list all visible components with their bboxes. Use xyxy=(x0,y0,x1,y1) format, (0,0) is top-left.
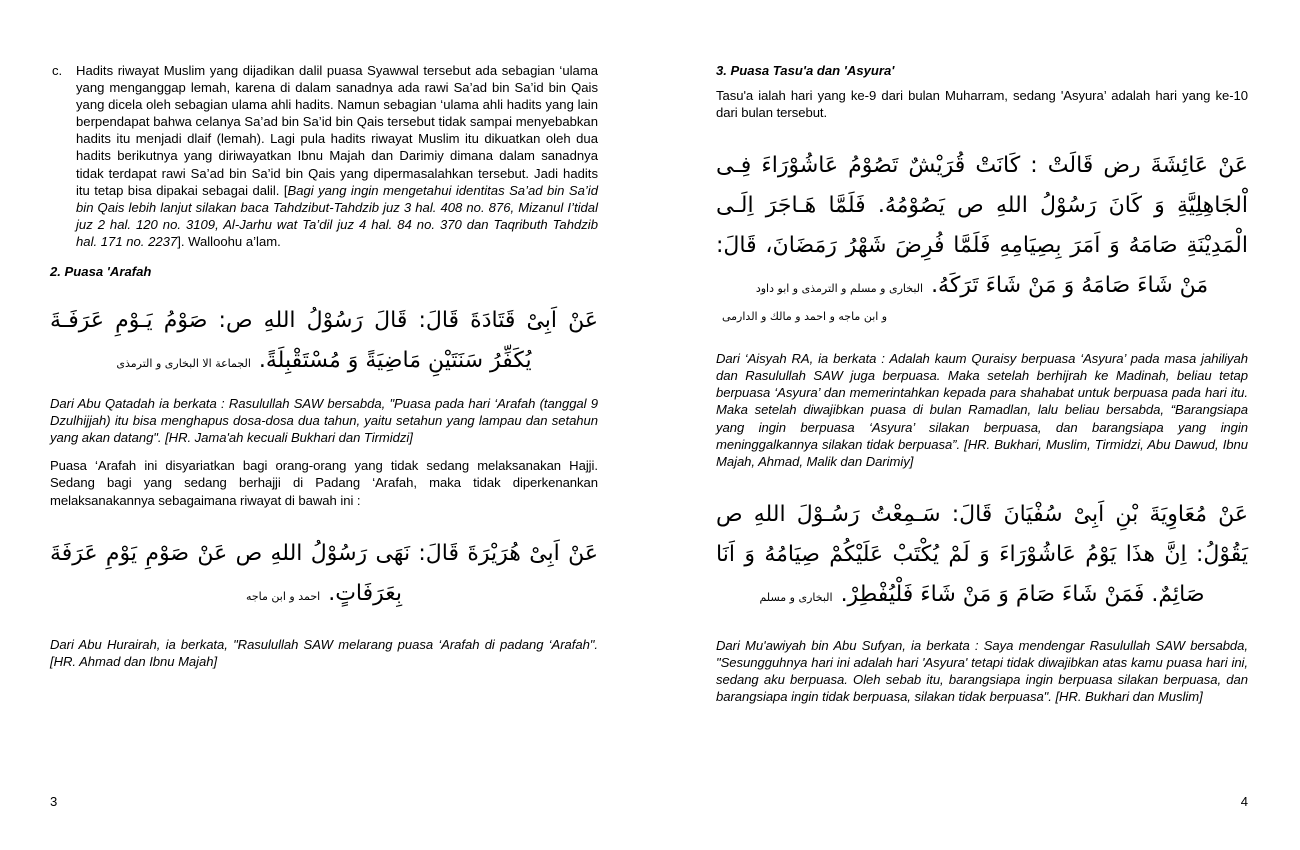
paragraph-arafah: Puasa ‘Arafah ini disyariatkan bagi orang-orang yang tidak sedang melaksanakan Hajji. Sedang bagi yang sedang berhajji di Padang ‘Arafah, maka tidak diperkenankan melaksanakannya sebagaimana riwayat di bawah ini : xyxy=(50,458,598,508)
arabic-line-2: يُكَفِّرُ سَنَتَيْنِ مَاضِيَةً وَ مُسْتَقْبِلَةً. xyxy=(258,348,532,374)
arabic-line-2: اْلجَاهِلِيَّةِ وَ كَانَ رَسُوْلُ اللهِ ص يَصُوْمُهُ. فَلَمَّا هَـاجَرَ اِلَـى xyxy=(716,193,1248,219)
arabic-line-1: عَنْ عَائِشَةَ رض قَالَتْ : كَانَتْ قُرَيْشٌ تَصُوْمُ عَاشُوْرَاءَ فِـى xyxy=(716,153,1248,179)
arabic-line-2-row xyxy=(50,341,598,381)
arabic-hadith-arafah-2 xyxy=(50,534,598,614)
arabic-hadith-asyura-2 xyxy=(716,495,1248,615)
arabic-line-1: عَنْ مُعَاوِيَةَ بْنِ اَبِىْ سُفْيَانَ قَالَ: سَـمِعْتُ رَسُـوْلَ اللهِ ص xyxy=(716,501,1248,527)
list-marker: c. xyxy=(52,63,63,78)
arabic-source: الجماعة الا البخارى و الترمذى xyxy=(116,357,251,371)
spacer xyxy=(716,342,1248,350)
arabic-source: احمد و ابن ماجه xyxy=(245,589,321,603)
arabic-line-1: عَنْ اَبِىْ هُرَيْرَةَ قَالَ: نَهَى رَسُوْلُ اللهِ ص عَنْ صَوْمِ يَوْمِ عَرَفَةَ xyxy=(50,540,598,566)
arabic-line-2-row xyxy=(50,574,598,614)
section-heading-2: 2. Puasa 'Arafah xyxy=(50,264,152,280)
list-item xyxy=(50,62,598,250)
translation-asyura-2: Dari Mu'awiyah bin Abu Sufyan, ia berkata : Saya mendengar Rasulullah SAW bersabda, "Sesungguhnya hari ini adalah hari 'Asyura' tetapi tidak diwajibkan atas kamu puasa hari ini, sedang aku berpuasa. Oleh sebab itu, barangsiapa ingin berpuasa silakan berpuasa, dan barangsiapa ingin tidak berpuasa, silakan tidak berpuasa". [HR. Bukhari dan Muslim] xyxy=(716,637,1248,705)
spacer xyxy=(716,629,1248,637)
spacer xyxy=(50,628,598,636)
arabic-line-2: بِعَرَفَاتٍ. xyxy=(328,580,403,606)
list-item-text-part2: ]. Walloohu a’lam. xyxy=(177,233,281,249)
translation-arafah-2: Dari Abu Hurairah, ia berkata, "Rasulullah SAW melarang puasa ‘Arafah di padang ‘Arafah". [HR. Ahmad dan Ibnu Majah] xyxy=(50,636,598,669)
arabic-line-4: مَنْ شَاءَ صَامَهُ وَ مَنْ شَاءَ تَرَكَهُ. xyxy=(931,273,1209,299)
arabic-source-2: و ابن ماجه و احمد و مالك و الدارمى xyxy=(722,310,888,324)
arabic-line-3: الْمَدِيْنَةِ صَامَهُ وَ اَمَرَ بِصِيَامِهِ فَلَمَّا فُرِضَ شَهْرُ رَمَضَانَ، قَالَ: xyxy=(716,233,1248,259)
page-number-right: 4 xyxy=(1240,794,1248,809)
section-heading-3: 3. Puasa Tasu'a dan 'Asyura' xyxy=(716,63,895,78)
arabic-line-1: عَنْ اَبِىْ قَتَادَةَ قَالَ: قَالَ رَسُوْلُ اللهِ ص: صَوْمُ يَـوْمِ عَرَفَـةَ xyxy=(50,308,598,334)
arabic-line-2: يَقُوْلُ: اِنَّ هذَا يَوْمُ عَاشُوْرَاءَ وَ لَمْ يُكْتَبْ عَلَيْكُمْ صِيَامُهُ وَ اَنَا xyxy=(716,541,1248,567)
arabic-line-3-row xyxy=(716,575,1248,615)
list-item-text-part1: Hadits riwayat Muslim yang dijadikan dalil puasa Syawwal tersebut ada sebagian ‘ulama yang menganggap lemah, karena di dalam sanadnya ada rawi Sa’ad bin Sa’id bin Qais yang dicela oleh sebagian ulama ahli hadits. Namun sebagian ‘ulama ahli hadits yang lain berpendapat bahwa celanya Sa’ad bin Sa’id bin Qais tersebut tidak sampai menyebabkan hadits itu menjadi dlaif (lemah). Lagi pula hadits riwayat Muslim itu dikuatkan oleh dua hadits berikutnya yang diriwayatkan Ibnu Majah dan Darimiy dimana dalam sanadnya tidak terdapat rawi Sa’ad bin Sa’id bin Qais yang dipermasalahkan tersebut. Jadi hadits itu tetap bisa dipakai sebagai dalil. [ xyxy=(76,63,598,198)
arabic-line-3: صَائِمٌ. فَمَنْ شَاءَ صَامَ وَ مَنْ شَاءَ فَلْيُفْطِرْ. xyxy=(840,581,1205,607)
translation-asyura-1: Dari ‘Aisyah RA, ia berkata : Adalah kaum Quraisy berpuasa ‘Asyura’ pada masa jahiliyah dan Rasulullah SAW juga berpuasa. Maka setelah berhijrah ke Madinah, beliau tetap berpuasa ‘Asyura’ dan memerintahkan kepada para shahabat untuk berpuasa pada hari itu. Maka setelah diwajibkan puasa di bulan Ramadlan, lalu beliau bersabda, “Barangsiapa yang ingin berpuasa ‘Asyura’ silakan berpuasa, dan barangsiapa yang ingin meninggalkannya silakan tidak berpuasa”. [HR. Bukhari, Muslim, Tirmidzi, Abu Dawud, Ibnu Majah, Ahmad, Malik dan Darimiy] xyxy=(716,351,1248,469)
intro-tasua-asyura: Tasu'a ialah hari yang ke-9 dari bulan Muharram, sedang 'Asyura’ adalah hari yang ke-10 dari bulan tersebut. xyxy=(716,88,1248,121)
translation-arafah-1: Dari Abu Qatadah ia berkata : Rasulullah SAW bersabda, "Puasa pada hari ‘Arafah (tanggal 9 Dzulhijjah) itu bisa menghapus dosa-dosa dua tahun, yaitu setahun yang lampau dan setahun yang akan datang". [HR. Jama'ah kecuali Bukhari dan Tirmidzi] xyxy=(50,396,598,446)
arabic-hadith-arafah-1 xyxy=(50,301,598,381)
page-right xyxy=(650,0,1300,850)
list-item-text-italic: Bagi yang ingin mengetahui identitas Sa’ad bin Sa’id bin Qais lebih lanjut silakan baca Tahdzibut-Tahdzib juz 3 hal. 408 no. 876, Mizanul I’tidal juz 2 hal. 120 no. 3109, Al-Jarhu wat Ta’dil juz 4 hal. 84 no. 370 dan Taqributh Tahdzib hal. 171 no. 2237 xyxy=(76,182,598,249)
page-number-left: 3 xyxy=(50,794,58,809)
arabic-source-1: البخارى و مسلم و الترمذى و ابو داود xyxy=(755,282,924,296)
arabic-line-4-row xyxy=(716,266,1248,306)
arabic-hadith-asyura-1 xyxy=(716,146,1248,328)
arabic-source: البخارى و مسلم xyxy=(759,590,833,604)
